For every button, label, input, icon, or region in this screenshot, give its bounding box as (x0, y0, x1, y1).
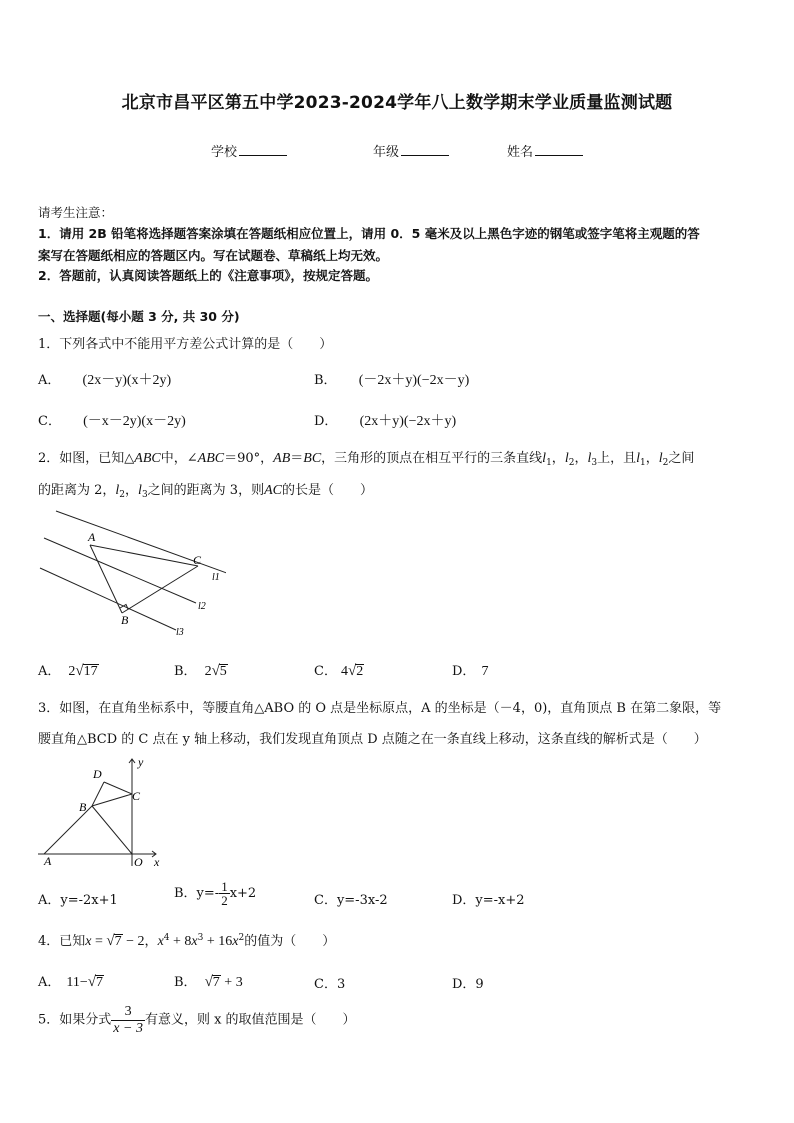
q1-option-d[interactable] (314, 410, 456, 430)
q3-option-a[interactable]: A．y=-2x+1 (38, 893, 118, 908)
q1-a-expr: (2x－y)(x＋2y) (82, 373, 172, 388)
q1-b-label: B． (314, 373, 337, 388)
line-l1 (56, 511, 226, 580)
school-field[interactable] (211, 141, 287, 160)
q4-option-d[interactable]: D．9 (452, 977, 484, 992)
notice-item1-line1: 1．请用 2B 铅笔将选择题答案涂填在答题纸相应位置上，请用 0．5 毫米及以上黑色字迹的钢笔或签字笔将主观题的答 (38, 226, 700, 241)
q2-option-b[interactable]: B． 2√5 (174, 663, 227, 679)
segment-bc (92, 794, 132, 806)
q3-option-b[interactable]: B．y=- $\frac{1}{2}$ x+2 (174, 879, 257, 908)
q2-stem-line1: 2．如图，已知△ABC中，∠ABC＝90°，AB＝BC，三角形的顶点在相互平行的三条直线$l_1$，$l_2$，$l_3$上，且$l_1$，$l_2$之间 (38, 451, 695, 468)
q4-option-c[interactable]: C．3 (314, 977, 346, 992)
segment-bc (122, 566, 198, 613)
name-blank[interactable] (535, 144, 583, 156)
q1-a-label: A． (38, 373, 61, 388)
q2-stem-line2: 的距离为 2，$l_2$，$l_3$之间的距离为 3，则AC的长是（ ） (38, 483, 373, 500)
name-field[interactable] (507, 141, 583, 160)
page-title: 北京市昌平区第五中学2023-2024学年八上数学期末学业质量监测试题 (121, 93, 673, 113)
q1-option-a[interactable] (38, 369, 171, 389)
q2-option-d[interactable]: D． 7 (452, 664, 489, 679)
q2-option-a[interactable]: A． 2√17 (38, 663, 98, 679)
school-label: 学校 (211, 145, 238, 160)
label-c: C (132, 789, 141, 803)
label-o: O (134, 855, 143, 868)
q1-stem: 1．下列各式中不能用平方差公式计算的是（ ） (38, 337, 333, 352)
name-label: 姓名 (507, 145, 534, 160)
label-c: C (193, 553, 202, 567)
segment-bo (92, 806, 132, 854)
q1-d-expr: (2x＋y)(−2x＋y) (359, 414, 457, 429)
label-d: D (93, 767, 102, 781)
label-a: A (88, 530, 96, 544)
grade-field[interactable] (373, 141, 449, 160)
label-b: B (79, 800, 87, 814)
q3-option-c[interactable]: C．y=-3x-2 (314, 893, 388, 908)
q3-stem-line2: 腰直角△BCD 的 C 点在 y 轴上移动，我们发现直角顶点 D 点随之在一条直线上移动，这条直线的解析式是（ ） (38, 732, 707, 747)
q3-option-d[interactable]: D．y=-x+2 (452, 893, 525, 908)
label-a: A (44, 854, 52, 868)
q4-stem: 4．已知x = √7 − 2，$x^4 + 8x^3 + 16x^2$的值为（ ） (38, 933, 336, 949)
line-l2 (44, 538, 196, 603)
q3-figure (36, 756, 166, 868)
notice-item1-line2: 案写在答题纸相应的答题区内。写在试题卷、草稿纸上均无效。 (38, 248, 389, 263)
q1-d-label: D． (314, 414, 338, 429)
q4-option-b[interactable]: B． √7 + 3 (174, 974, 243, 990)
grade-blank[interactable] (401, 144, 449, 156)
segment-ac (90, 545, 198, 566)
grade-label: 年级 (373, 145, 400, 160)
notice-item2: 2．答题前，认真阅读答题纸上的《注意事项》，按规定答题。 (38, 268, 378, 283)
segment-ab (90, 545, 122, 613)
q4-option-a[interactable]: A． 11−√7 (38, 974, 104, 990)
q1-b-expr: (－2x＋y)(−2x－y) (358, 373, 470, 388)
line-l3 (40, 568, 176, 630)
label-l1: l1 (212, 572, 220, 583)
q3-stem-line1: 3．如图，在直角坐标系中，等腰直角△ABO 的 O 点是坐标原点，A 的坐标是（－4，0)，直角顶点 B 在第二象限，等 (38, 701, 722, 716)
label-l3: l3 (176, 627, 184, 638)
q2-option-c[interactable]: C． 4√2 (314, 663, 364, 679)
segment-bd (92, 782, 104, 806)
notice-heading: 请考生注意： (38, 205, 114, 220)
q5-stem: 5．如果分式 $\frac{3}{x - 3}$ 有意义，则 x 的取值范围是（ ） (38, 1004, 356, 1036)
q2-figure (36, 508, 226, 643)
label-x: x (154, 855, 160, 868)
q1-c-label: C． (38, 414, 61, 429)
segment-dc (104, 782, 132, 794)
q1-option-c[interactable] (38, 410, 186, 430)
label-y: y (138, 756, 144, 769)
label-l2: l2 (198, 601, 206, 612)
label-b: B (121, 613, 129, 627)
q1-c-expr: (－x－2y)(x－2y) (83, 414, 186, 429)
school-blank[interactable] (239, 144, 287, 156)
q1-option-b[interactable] (314, 369, 469, 389)
section-heading: 一、选择题(每小题 3 分, 共 30 分) (38, 309, 240, 324)
